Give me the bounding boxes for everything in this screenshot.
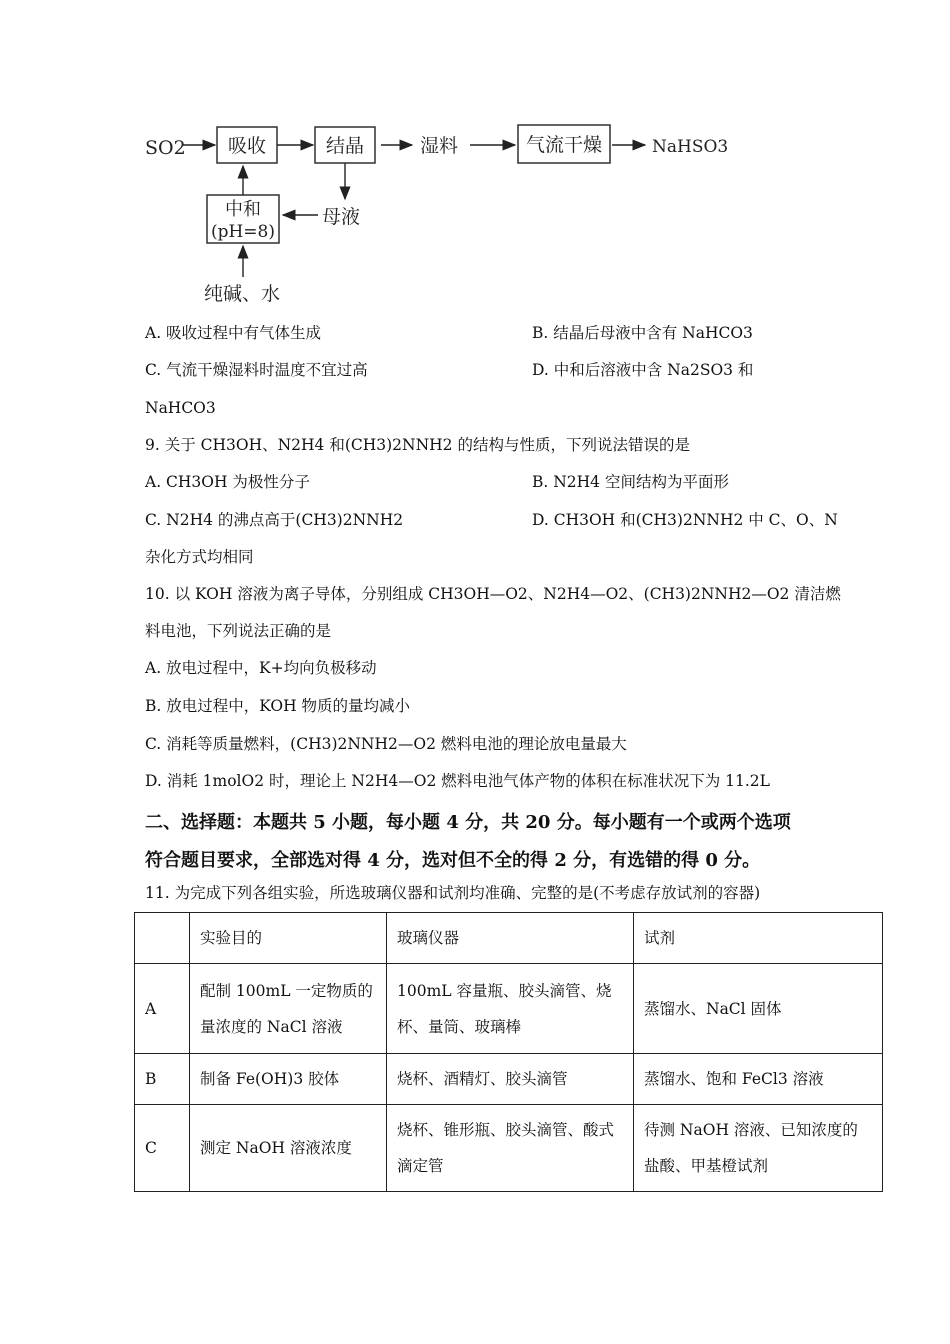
table-row (135, 964, 883, 1054)
q9-stem: 9. 关于 CH3OH、N2H4 和(CH3)2NNH2 的结构与性质，下列说法错误的是 (145, 436, 690, 454)
row-purpose: 配制 100mL 一定物质的量浓度的 NaCl 溶液 (190, 964, 387, 1054)
row-purpose: 测定 NaOH 溶液浓度 (190, 1105, 387, 1192)
row-reagent: 蒸馏水、NaCl 固体 (634, 964, 883, 1054)
row-glassware: 烧杯、酒精灯、胶头滴管 (387, 1054, 634, 1105)
row-glassware: 烧杯、锥形瓶、胶头滴管、酸式滴定管 (387, 1105, 634, 1192)
q11-stem: 11. 为完成下列各组实验，所选玻璃仪器和试剂均准确、完整的是(不考虑存放试剂的容器) (145, 884, 761, 902)
box-neutralize-line2: (pH=8) (210, 222, 276, 242)
row-reagent: 待测 NaOH 溶液、已知浓度的盐酸、甲基橙试剂 (634, 1105, 883, 1192)
q9-option-d: D. CH3OH 和(CH3)2NNH2 中 C、O、N (532, 511, 838, 529)
row-purpose: 制备 Fe(OH)3 胶体 (190, 1054, 387, 1105)
q10-option-d: D. 消耗 1molO2 时，理论上 N2H4—O2 燃料电池气体产物的体积在标准状况下为 11.2L (145, 772, 770, 790)
flow-product: NaHSO3 (652, 137, 729, 157)
flow-feed: 纯碱、水 (204, 283, 281, 305)
q9-option-c: C. N2H4 的沸点高于(CH3)2NNH2 (145, 511, 404, 529)
box-absorb-label: 吸收 (227, 135, 267, 157)
section-2-heading-line1: 二、选择题：本题共 5 小题，每小题 4 分，共 20 分。每小题有一个或两个选项 (145, 812, 791, 833)
q10-stem-line1: 10. 以 KOH 溶液为离子导体，分别组成 CH3OH—O2、N2H4—O2、(CH3)2NNH2—O2 清洁燃 (145, 585, 841, 603)
q8-option-b: B. 结晶后母液中含有 NaHCO3 (532, 324, 753, 342)
process-flowchart (140, 105, 740, 305)
row-label: A (135, 964, 190, 1054)
q9-option-d-cont: 杂化方式均相同 (145, 548, 254, 566)
box-neutralize-line1: 中和 (225, 199, 261, 220)
flow-wet-material: 湿料 (420, 135, 459, 157)
q8-option-a: A. 吸收过程中有气体生成 (145, 324, 322, 342)
q8-option-d: D. 中和后溶液中含 Na2SO3 和 (532, 361, 754, 379)
box-crystal-label: 结晶 (325, 135, 365, 157)
q8-option-d-cont: NaHCO3 (145, 399, 216, 417)
row-glassware: 100mL 容量瓶、胶头滴管、烧杯、量筒、玻璃棒 (387, 964, 634, 1054)
q9-option-a: A. CH3OH 为极性分子 (145, 473, 310, 491)
row-label: B (135, 1054, 190, 1105)
q10-option-b: B. 放电过程中，KOH 物质的量均减小 (145, 697, 411, 715)
header-cell-reagent: 试剂 (634, 913, 883, 964)
q10-stem-line2: 料电池，下列说法正确的是 (145, 622, 332, 640)
flow-input-so2: SO2 (145, 137, 186, 159)
row-reagent: 蒸馏水、饱和 FeCl3 溶液 (634, 1054, 883, 1105)
q8-option-c: C. 气流干燥湿料时温度不宜过高 (145, 361, 368, 379)
header-cell-blank (135, 913, 190, 964)
table-header-row (135, 913, 883, 964)
header-cell-purpose: 实验目的 (190, 913, 387, 964)
q10-option-c: C. 消耗等质量燃料，(CH3)2NNH2—O2 燃料电池的理论放电量最大 (145, 735, 627, 753)
section-2-heading-line2: 符合题目要求，全部选对得 4 分，选对但不全的得 2 分，有选错的得 0 分。 (145, 850, 761, 871)
header-cell-glassware: 玻璃仪器 (387, 913, 634, 964)
box-dry-label: 气流干燥 (525, 134, 603, 156)
flow-mother-liquor: 母液 (322, 206, 361, 228)
q9-option-b: B. N2H4 空间结构为平面形 (532, 473, 729, 491)
table-row (135, 1054, 883, 1105)
q11-table (134, 912, 883, 1192)
table-row (135, 1105, 883, 1192)
row-label: C (135, 1105, 190, 1192)
q10-option-a: A. 放电过程中，K+均向负极移动 (145, 659, 377, 677)
